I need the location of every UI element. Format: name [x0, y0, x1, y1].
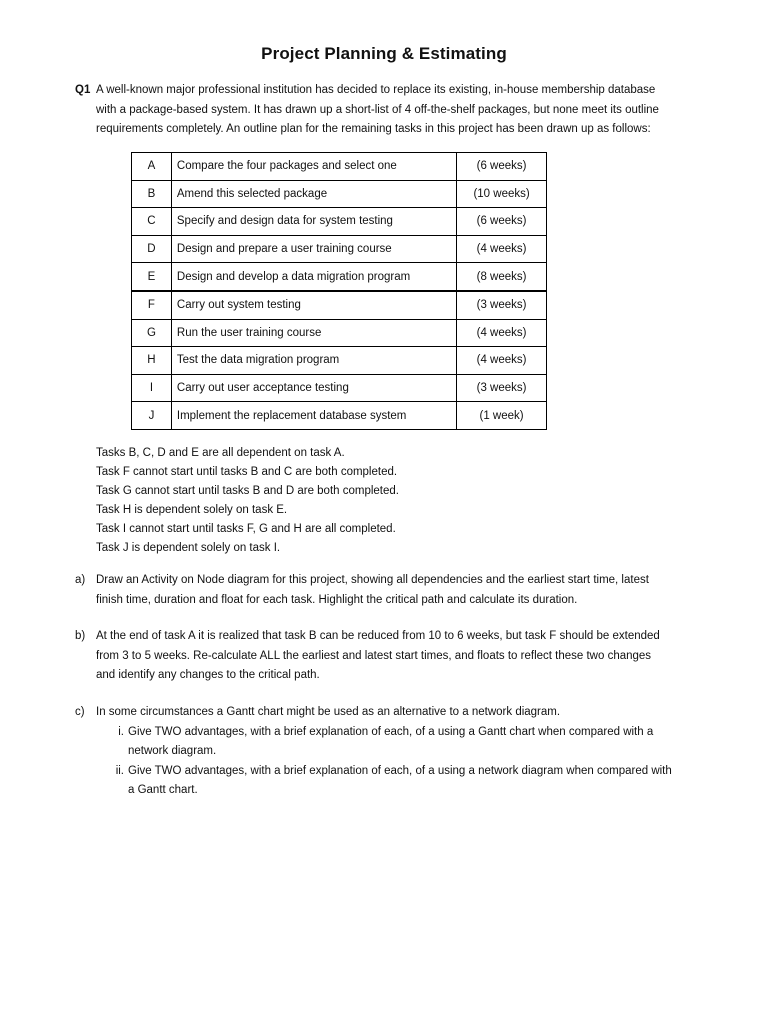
- task-duration: (6 weeks): [457, 208, 547, 236]
- part-a-line: Draw an Activity on Node diagram for this project, showing all dependencies and the earliest start time, latest: [96, 574, 649, 586]
- table-row: [132, 263, 547, 291]
- table-row: [132, 153, 547, 181]
- task-duration: (3 weeks): [457, 374, 547, 402]
- task-duration: (1 week): [457, 402, 547, 430]
- part-b-label: b): [75, 630, 86, 642]
- task-description: Specify and design data for system testing: [171, 208, 456, 236]
- task-duration: (10 weeks): [457, 180, 547, 208]
- subpart-ii-line: a Gantt chart.: [128, 784, 198, 796]
- task-id: E: [132, 263, 172, 291]
- task-description: Carry out system testing: [171, 291, 456, 319]
- table-row: [132, 347, 547, 375]
- task-duration: (4 weeks): [457, 235, 547, 263]
- page-title: Project Planning & Estimating: [261, 44, 507, 63]
- part-a: [75, 571, 705, 610]
- part-b-line: from 3 to 5 weeks. Re-calculate ALL the earliest and latest start times, and floats to reflect these two changes: [96, 649, 652, 662]
- task-description: Test the data migration program: [171, 347, 456, 375]
- task-id: I: [132, 374, 172, 402]
- dependency-line: Tasks B, C, D and E are all dependent on task A.: [96, 447, 345, 459]
- part-c: [75, 703, 705, 801]
- table-row: [132, 291, 547, 319]
- subpart-i-line: network diagram.: [128, 745, 217, 757]
- table-row: [132, 319, 547, 347]
- subpart-ii: [115, 762, 705, 801]
- dependency-list: [96, 444, 399, 558]
- task-table: [131, 152, 547, 430]
- question-intro: [96, 81, 696, 140]
- task-description: Run the user training course: [171, 319, 456, 347]
- task-id: C: [132, 208, 172, 236]
- subpart-i: [118, 723, 705, 762]
- dependency-line: Task I cannot start until tasks F, G and H are all completed.: [96, 523, 396, 535]
- task-duration: (4 weeks): [457, 347, 547, 375]
- task-id: B: [132, 180, 172, 208]
- task-description: Design and develop a data migration program: [171, 263, 456, 291]
- table-row: [132, 402, 547, 430]
- task-id: H: [132, 347, 172, 375]
- dependency-line: Task G cannot start until tasks B and D are both completed.: [96, 485, 399, 497]
- subpart-i-line: Give TWO advantages, with a brief explanation of each, of a using a Gantt chart when compared with a: [128, 725, 654, 738]
- task-description: Design and prepare a user training course: [171, 235, 456, 263]
- dependency-line: Task F cannot start until tasks B and C are both completed.: [96, 466, 398, 478]
- question-intro-line: requirements completely. An outline plan for the remaining tasks in this project has been drawn up as follows:: [96, 123, 651, 135]
- part-b: [75, 627, 705, 686]
- question-intro-line: A well-known major professional institution has decided to replace its existing, in-house membership database: [96, 84, 656, 96]
- part-b-line: and identify any changes to the critical path.: [96, 669, 320, 681]
- dependency-line: Task J is dependent solely on task I.: [96, 542, 281, 554]
- table-row: [132, 208, 547, 236]
- table-row: [132, 235, 547, 263]
- part-a-text: [96, 571, 705, 610]
- task-description: Compare the four packages and select one: [171, 153, 456, 181]
- task-id: A: [132, 153, 172, 181]
- part-c-text: [96, 703, 705, 801]
- task-duration: (6 weeks): [457, 153, 547, 181]
- part-b-line: At the end of task A it is realized that task B can be reduced from 10 to 6 weeks, but task F should be extended: [96, 630, 660, 642]
- table-row: [132, 374, 547, 402]
- task-description: Implement the replacement database system: [171, 402, 456, 430]
- part-b-text: [96, 627, 705, 686]
- task-id: G: [132, 319, 172, 347]
- task-id: D: [132, 235, 172, 263]
- task-id: F: [132, 291, 172, 319]
- table-row: [132, 180, 547, 208]
- subpart-ii-number: ii.: [115, 764, 124, 777]
- part-c-label: c): [75, 706, 85, 718]
- dependency-line: Task H is dependent solely on task E.: [96, 504, 288, 516]
- subpart-ii-line: Give TWO advantages, with a brief explanation of each, of a using a network diagram when compared with: [128, 764, 672, 777]
- task-description: Amend this selected package: [171, 180, 456, 208]
- task-id: J: [132, 402, 172, 430]
- subpart-i-number: i.: [118, 725, 124, 738]
- task-description: Carry out user acceptance testing: [171, 374, 456, 402]
- question-label: Q1: [75, 84, 91, 96]
- question-intro-line: with a package-based system. It has drawn up a short-list of 4 off-the-shelf packages, but none meet its outline: [96, 103, 659, 116]
- task-duration: (3 weeks): [457, 291, 547, 319]
- part-a-line: finish time, duration and float for each task. Highlight the critical path and calculate its duration.: [96, 593, 578, 606]
- task-duration: (4 weeks): [457, 319, 547, 347]
- part-c-line: In some circumstances a Gantt chart might be used as an alternative to a network diagram.: [96, 706, 561, 718]
- task-duration: (8 weeks): [457, 263, 547, 291]
- part-a-label: a): [75, 574, 86, 586]
